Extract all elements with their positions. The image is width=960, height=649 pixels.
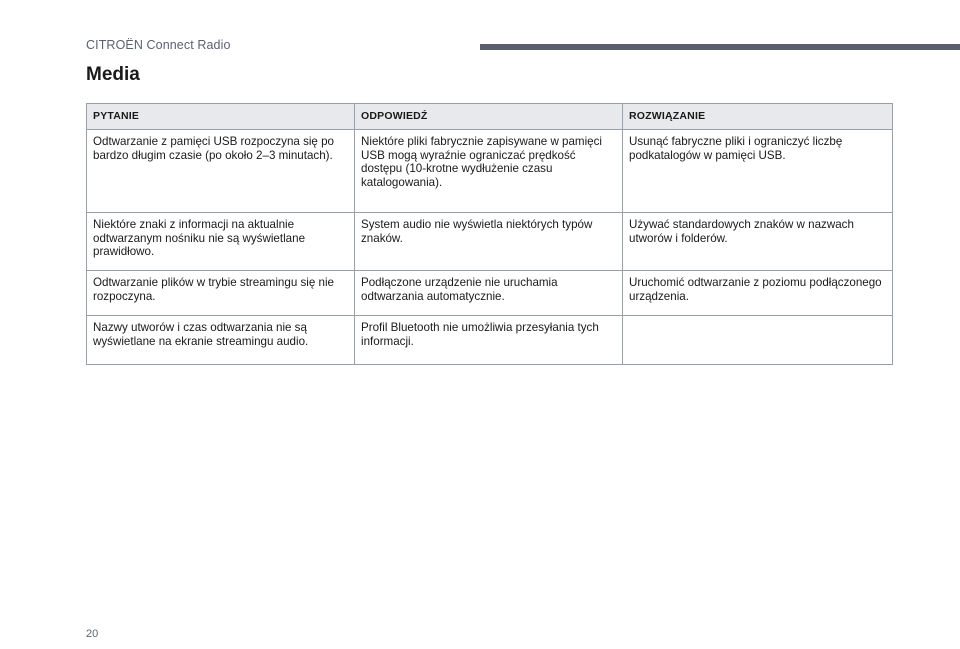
answer-cell: Niektóre pliki fabrycznie zapisywane w pamięci USB mogą wyraźnie ograniczać prędkość dostępu (10-krotne wydłużenie czasu katalogowania).	[355, 130, 623, 213]
answer-cell: Profil Bluetooth nie umożliwia przesyłania tych informacji.	[355, 316, 623, 365]
faq-table	[86, 103, 893, 365]
solution-cell: Używać standardowych znaków w nazwach utworów i folderów.	[623, 213, 893, 271]
question-cell: Odtwarzanie plików w trybie streamingu się nie rozpoczyna.	[87, 271, 355, 316]
table-header-row	[87, 104, 893, 130]
answer-cell: System audio nie wyświetla niektórych typów znaków.	[355, 213, 623, 271]
solution-cell: Uruchomić odtwarzanie z poziomu podłączonego urządzenia.	[623, 271, 893, 316]
table-row	[87, 213, 893, 271]
solution-cell: Usunąć fabryczne pliki i ograniczyć liczbę podkatalogów w pamięci USB.	[623, 130, 893, 213]
column-header-solution: ROZWIĄZANIE	[623, 104, 893, 130]
question-cell: Nazwy utworów i czas odtwarzania nie są wyświetlane na ekranie streamingu audio.	[87, 316, 355, 365]
section-title: Media	[86, 64, 140, 85]
question-cell: Niektóre znaki z informacji na aktualnie odtwarzanym nośniku nie są wyświetlane prawidłowo.	[87, 213, 355, 271]
solution-cell	[623, 316, 893, 365]
answer-cell: Podłączone urządzenie nie uruchamia odtwarzania automatycznie.	[355, 271, 623, 316]
page-number: 20	[86, 628, 99, 640]
table-row	[87, 271, 893, 316]
table-row	[87, 130, 893, 213]
header-bar	[480, 44, 960, 50]
table-row	[87, 316, 893, 365]
column-header-question: PYTANIE	[87, 104, 355, 130]
header-title: CITROËN Connect Radio	[86, 38, 231, 52]
column-header-answer: ODPOWIEDŹ	[355, 104, 623, 130]
question-cell: Odtwarzanie z pamięci USB rozpoczyna się po bardzo długim czasie (po około 2–3 minutach).	[87, 130, 355, 213]
